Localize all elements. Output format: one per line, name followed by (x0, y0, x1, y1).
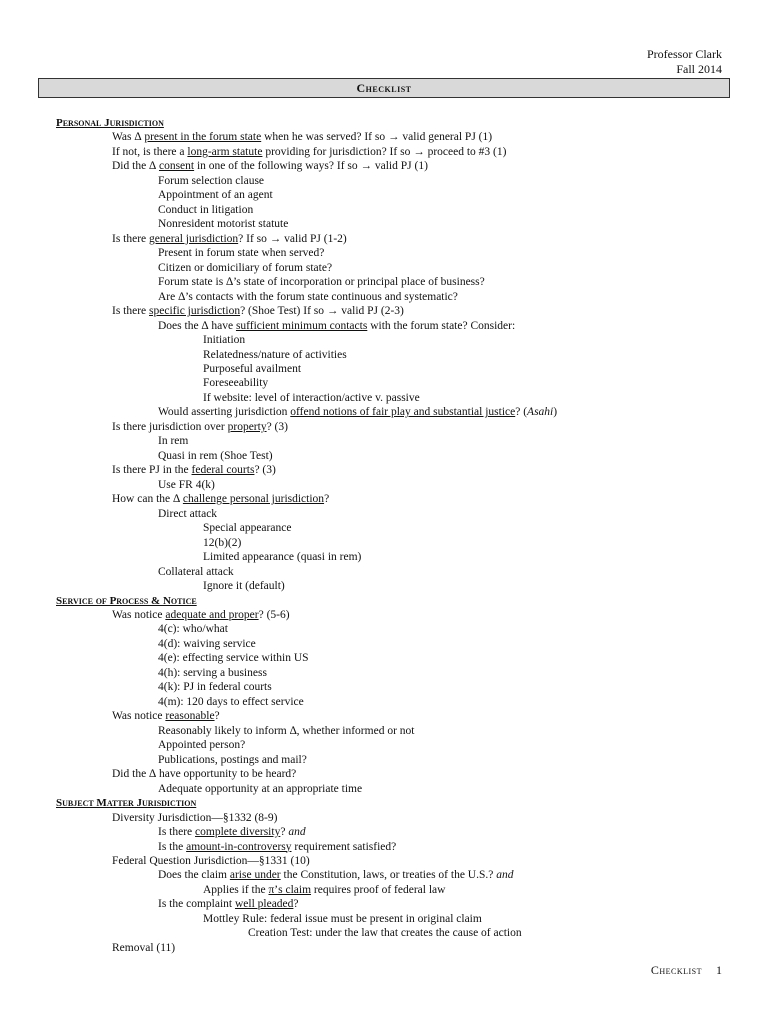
outline-text (158, 782, 362, 796)
outline-text (56, 796, 196, 810)
outline-text (203, 536, 241, 550)
outline-text (203, 912, 482, 926)
text-run: ? (280, 826, 289, 839)
text-run: Direct attack (158, 507, 218, 520)
text-run: Collateral attack (158, 565, 234, 578)
underlined-term: specific jurisdiction (149, 305, 241, 318)
text-run: Reasonably likely to inform ∆, whether informed or not (158, 724, 415, 737)
outline-text (112, 145, 506, 159)
outline-text (158, 174, 264, 188)
outline-text (112, 130, 492, 144)
outline-text (56, 594, 197, 608)
text-run: Is the complaint (158, 898, 235, 911)
outline-text (158, 217, 288, 231)
page-footer (651, 963, 722, 978)
outline-text (112, 709, 220, 723)
text-run: Is the (158, 840, 187, 853)
outline-text (158, 478, 215, 492)
outline-text (112, 420, 288, 434)
underlined-term: challenge personal jurisdiction (182, 493, 325, 506)
outline-text (158, 897, 299, 911)
outline-text (56, 116, 164, 130)
text-run: Does the ∆ have (158, 319, 236, 332)
outline-text (158, 840, 396, 854)
text-run: How can the ∆ (112, 493, 183, 506)
outline-text (158, 261, 332, 275)
underlined-term: sufficient minimum contacts (235, 319, 368, 332)
text-run: Adequate opportunity at an appropriate time (158, 782, 363, 795)
text-run: Applies if the (203, 883, 269, 896)
outline-text (112, 608, 290, 622)
outline-text (158, 507, 217, 521)
text-run: Quasi in rem (Shoe Test) (158, 449, 273, 462)
outline-text (158, 695, 304, 709)
text-run: Is there jurisdiction over (112, 420, 228, 433)
text-run: Conduct in litigation (158, 203, 254, 216)
underlined-term: reasonable (165, 710, 215, 723)
outline-text (158, 753, 307, 767)
text-run: Asahi (527, 406, 554, 419)
text-run: and (496, 869, 514, 882)
text-run: Limited appearance (quasi in rem) (203, 551, 362, 564)
text-run: Appointed person? (158, 739, 246, 752)
outline-text (203, 333, 245, 347)
text-run: Relatedness/nature of activities (203, 348, 347, 361)
outline-text (112, 304, 404, 318)
text-run: Was notice (112, 710, 166, 723)
outline-text (112, 941, 175, 955)
text-run: providing for jurisdiction? If so → proceed to #3 (1) (262, 145, 507, 158)
text-run: and (288, 826, 306, 839)
text-run: the Constitution, laws, or treaties of the U.S.? (280, 869, 497, 882)
outline-text (112, 232, 347, 246)
outline-text (158, 203, 253, 217)
text-run: requires proof of federal law (311, 883, 446, 896)
outline-text (203, 883, 445, 897)
outline-text (248, 926, 522, 940)
text-run: 4(e): effecting service within US (158, 652, 309, 665)
text-run: Are ∆’s contacts with the forum state continuous and systematic? (158, 290, 458, 303)
outline-text (203, 579, 285, 593)
outline-text (112, 854, 310, 868)
text-run: Creation Test: under the law that creates the cause of action (248, 927, 522, 940)
underlined-term: well pleaded (234, 898, 294, 911)
text-run: Use FR 4(k) (158, 478, 215, 491)
text-run: ? (214, 710, 220, 723)
text-run: Special appearance (203, 522, 292, 535)
text-run: Did the ∆ have opportunity to be heard? (112, 768, 297, 781)
text-run: ? (293, 898, 299, 911)
outline-text (158, 724, 414, 738)
text-run: Ignore it (default) (203, 580, 285, 593)
outline-text (158, 275, 485, 289)
text-run: ? (3) (266, 420, 288, 433)
outline-text (158, 565, 234, 579)
section-title: Personal Jurisdiction (56, 117, 164, 129)
underlined-term: arise under (229, 869, 281, 882)
text-run: Forum selection clause (158, 174, 265, 187)
outline-text (158, 188, 273, 202)
outline-text (158, 825, 306, 839)
text-run: Is there PJ in the (112, 464, 192, 477)
text-run: 4(m): 120 days to effect service (158, 695, 304, 708)
text-run: Appointment of an agent (158, 189, 273, 202)
text-run: Is there (112, 305, 150, 318)
outline-text (158, 666, 267, 680)
text-run: Publications, postings and mail? (158, 753, 307, 766)
outline-text (112, 767, 296, 781)
underlined-term: complete diversity (195, 826, 281, 839)
text-run: 4(k): PJ in federal courts (158, 681, 272, 694)
text-run: Nonresident motorist statute (158, 218, 289, 231)
text-run: ? (Shoe Test) If so → valid PJ (2-3) (240, 305, 404, 318)
outline-text (158, 637, 256, 651)
text-run: Would asserting jurisdiction (158, 406, 291, 419)
section-title: Service of Process & Notice (56, 594, 197, 607)
underlined-term: long-arm statute (187, 145, 263, 158)
text-run: in one of the following ways? If so → valid PJ (1) (194, 160, 428, 173)
text-run: 12(b)(2) (203, 536, 242, 549)
text-run: Purposeful availment (203, 362, 302, 375)
text-run: with the forum state? Consider: (367, 319, 516, 332)
text-run: requirement satisfied? (291, 840, 397, 853)
text-run: ? (324, 493, 330, 506)
outline-text (158, 622, 228, 636)
text-run: If not, is there a (112, 145, 188, 158)
outline-text (158, 319, 515, 333)
text-run: Is there (158, 826, 196, 839)
text-run: Present in forum state when served? (158, 247, 325, 260)
underlined-term: property (227, 420, 267, 433)
footer-label: Checklist (650, 963, 702, 977)
outline-text (203, 391, 420, 405)
text-run: Did the ∆ (112, 160, 159, 173)
underlined-term: federal courts (191, 464, 255, 477)
underlined-term: offend notions of fair play and substantial justice (290, 406, 516, 419)
page-title: Checklist (38, 78, 730, 98)
outline-text (158, 651, 309, 665)
page-number: 1 (716, 963, 722, 977)
text-run: Forum state is ∆’s state of incorporation or principal place of business? (158, 276, 485, 289)
outline-text (112, 492, 329, 506)
outline-text (158, 449, 273, 463)
text-run: Mottley Rule: federal issue must be present in original claim (203, 912, 482, 925)
outline-text (158, 868, 513, 882)
text-run: 4(d): waiving service (158, 637, 256, 650)
outline-text (158, 738, 245, 752)
text-run: Does the claim (158, 869, 230, 882)
text-run: 4(c): who/what (158, 623, 228, 636)
text-run: ? ( (515, 406, 528, 419)
professor-name: Professor Clark (647, 47, 722, 61)
outline-text (203, 550, 361, 564)
text-run: when he was served? If so → valid general PJ (1) (261, 131, 493, 144)
text-run: Diversity Jurisdiction—§1332 (8-9) (112, 811, 278, 824)
text-run: Foreseeability (203, 377, 269, 390)
text-run: Was notice (112, 608, 166, 621)
underlined-term: general jurisdiction (149, 232, 239, 245)
underlined-term: consent (158, 160, 195, 173)
outline-text (158, 290, 458, 304)
text-run: In rem (158, 435, 189, 448)
text-run: ? (3) (254, 464, 276, 477)
text-run: Removal (11) (112, 941, 176, 954)
text-run: Is there (112, 232, 150, 245)
underlined-term: adequate and proper (165, 608, 259, 621)
underlined-term: π’s claim (268, 883, 312, 896)
term: Fall 2014 (676, 62, 722, 76)
text-run: ) (553, 406, 558, 419)
text-run: ? If so → valid PJ (1-2) (238, 232, 347, 245)
outline-text (158, 434, 188, 448)
outline-text (203, 362, 301, 376)
outline-text (112, 159, 428, 173)
outline-text (112, 463, 276, 477)
outline-text (158, 680, 272, 694)
outline-text (203, 376, 268, 390)
text-run: Was ∆ (112, 131, 145, 144)
outline-text (158, 405, 557, 419)
outline-text (203, 348, 347, 362)
underlined-term: present in the forum state (144, 131, 262, 144)
text-run: 4(h): serving a business (158, 666, 267, 679)
underlined-term: amount-in-controversy (186, 840, 292, 853)
text-run: ? (5-6) (258, 608, 290, 621)
text-run: Federal Question Jurisdiction—§1331 (10) (112, 854, 310, 867)
outline-text (203, 521, 291, 535)
outline-text (158, 246, 324, 260)
text-run: Initiation (203, 334, 246, 347)
section-title: Subject Matter Jurisdiction (56, 797, 197, 810)
text-run: If website: level of interaction/active v. passive (203, 391, 420, 404)
text-run: Citizen or domiciliary of forum state? (158, 261, 333, 274)
outline-text (112, 811, 277, 825)
